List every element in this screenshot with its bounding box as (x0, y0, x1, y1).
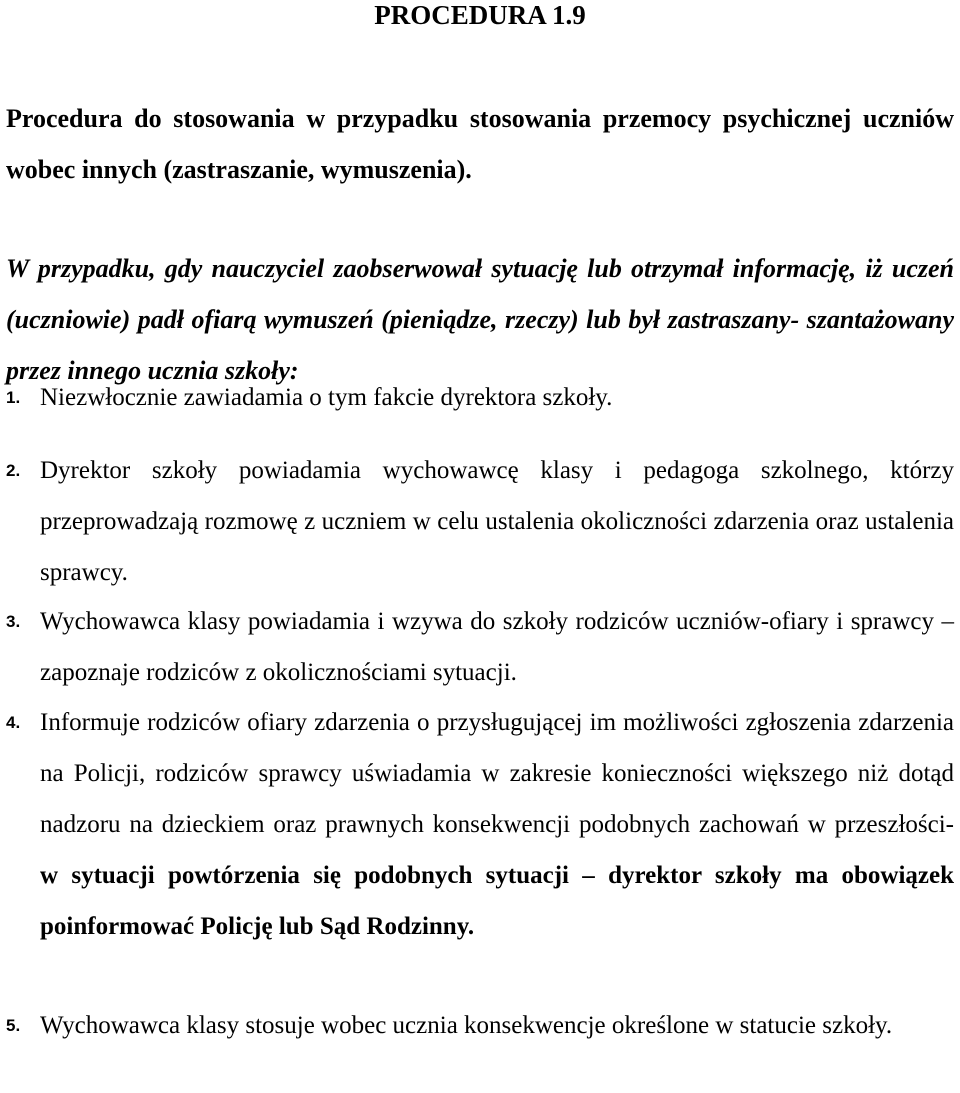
step-number: 3. (6, 612, 21, 631)
procedure-step-2 (6, 445, 954, 598)
procedure-step-1 (6, 372, 954, 423)
step-number: 4. (6, 713, 21, 732)
step-number: 2. (6, 461, 21, 480)
step-text: Informuje rodziców ofiary zdarzenia o przysługującej im możliwości zgłoszenia zdarzenia na Policji, rodziców sprawcy uświadamia w zakresie konieczności większego niż dotąd nadzoru na dzieckiem oraz prawnych konsekwencji podobnych zachowań w przeszłości- (40, 709, 954, 838)
step-text: Wychowawca klasy powiadamia i wzywa do szkoły rodziców uczniów-ofiary i sprawcy – zapoznaje rodziców z okolicznościami sytuacji. (40, 608, 954, 686)
step-text-block (40, 697, 954, 952)
step-emphasis-text: w sytuacji powtórzenia się podobnych sytuacji – dyrektor szkoły ma obowiązek poinformować Policję lub Sąd Rodzinny. (40, 862, 954, 940)
procedure-intro: W przypadku, gdy nauczyciel zaobserwował sytuację lub otrzymał informację, iż uczeń (uczniowie) padł ofiarą wymuszeń (pieniądze, rzeczy) lub był zastraszany- szantażowany przez innego ucznia szkoły: (6, 254, 954, 385)
procedure-step-4 (6, 697, 954, 952)
procedure-subtitle: Procedura do stosowania w przypadku stosowania przemocy psychicznej uczniów wobec innych (zastraszanie, wymuszenia). (6, 104, 954, 184)
procedure-step-3 (6, 596, 954, 698)
step-number: 1. (6, 388, 21, 407)
procedure-step-5 (6, 1000, 954, 1051)
step-text: Dyrektor szkoły powiadamia wychowawcę klasy i pedagoga szkolnego, którzy przeprowadzają rozmowę z uczniem w celu ustalenia okoliczności zdarzenia oraz ustalenia sprawcy. (40, 457, 954, 586)
step-text: Wychowawca klasy stosuje wobec ucznia konsekwencje określone w statucie szkoły. (40, 1012, 893, 1039)
step-text: Niezwłocznie zawiadamia o tym fakcie dyrektora szkoły. (40, 384, 613, 411)
step-number: 5. (6, 1016, 21, 1035)
procedure-heading: PROCEDURA 1.9 (374, 0, 586, 30)
